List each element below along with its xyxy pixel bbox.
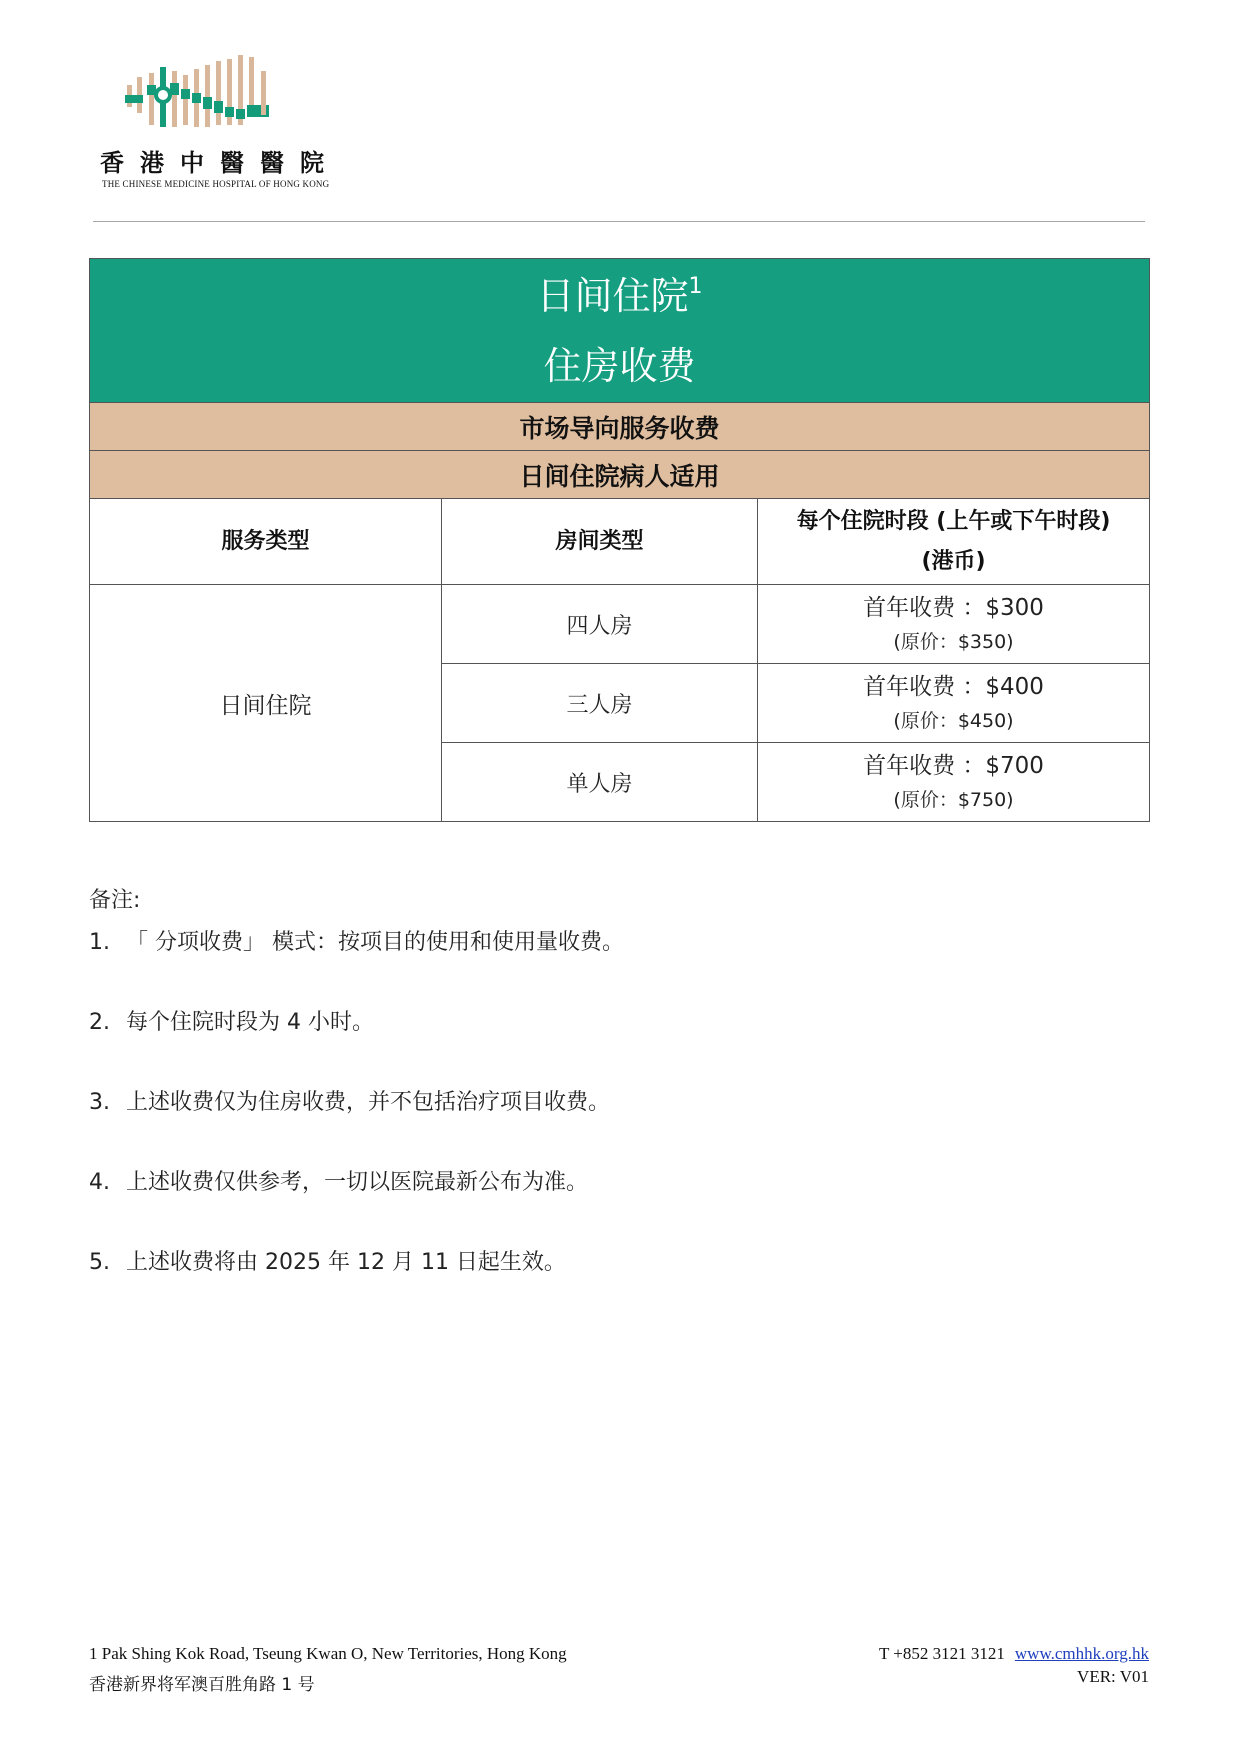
version-label: VER: V01 xyxy=(1077,1667,1149,1686)
note-number: 2. xyxy=(89,1010,110,1035)
first-year-fee: 首年收费 ：$700 xyxy=(863,753,1044,779)
contact-info xyxy=(879,1644,1149,1664)
header-room-type: 房间类型 xyxy=(442,499,758,585)
note-text: 上述收费仅为住房收费，并不包括治疗项目收费。 xyxy=(126,1090,611,1115)
room-type-cell: 三人房 xyxy=(442,664,758,743)
fee-cell xyxy=(758,743,1150,822)
original-price: (原价：$750) xyxy=(893,789,1014,811)
note-text: 上述收费仅供参考，一切以医院最新公布为准。 xyxy=(126,1170,589,1195)
header-divider xyxy=(93,221,1145,222)
phone-number: T +852 3121 3121 xyxy=(878,1644,1005,1663)
room-type-cell: 单人房 xyxy=(442,743,758,822)
note-text: 「 分项收费」 模式：按项目的使用和使用量收费。 xyxy=(126,930,624,955)
list-item xyxy=(89,1163,1149,1243)
title-line1: 日间住院 xyxy=(536,273,689,318)
first-year-fee: 首年收费 ：$400 xyxy=(863,674,1044,700)
notes-section xyxy=(89,883,1149,1323)
header-fee-line2: (港币) xyxy=(921,548,986,574)
logo-name-zh: 香港中醫醫院 xyxy=(100,148,340,177)
room-type-cell: 四人房 xyxy=(442,585,758,664)
title-footnote-mark: 1 xyxy=(688,273,703,299)
list-item xyxy=(89,1083,1149,1163)
service-type-cell: 日间住院 xyxy=(90,585,442,822)
first-year-fee: 首年收费 ：$300 xyxy=(863,595,1044,621)
fee-cell xyxy=(758,664,1150,743)
table-row xyxy=(90,585,1150,664)
page-footer xyxy=(89,1644,1149,1704)
logo-bars-graphic xyxy=(125,55,325,135)
list-item xyxy=(89,923,1149,1003)
note-number: 3. xyxy=(89,1090,110,1115)
note-number: 1. xyxy=(89,930,110,955)
fee-cell xyxy=(758,585,1150,664)
subheader-day-patient: 日间住院病人适用 xyxy=(90,451,1150,499)
fee-table xyxy=(89,258,1150,822)
subheader-market-fee: 市场导向服务收费 xyxy=(90,403,1150,451)
logo-name-en: THE CHINESE MEDICINE HOSPITAL OF HONG KONG xyxy=(102,179,330,189)
note-number: 5. xyxy=(89,1250,110,1275)
note-text: 上述收费将由 2025 年 12 月 11 日起生效。 xyxy=(126,1250,566,1275)
address-english: 1 Pak Shing Kok Road, Tseung Kwan O, New Territories, Hong Kong xyxy=(89,1644,567,1663)
list-item xyxy=(89,1243,1149,1323)
table-title xyxy=(90,259,1150,403)
hospital-logo xyxy=(100,55,350,195)
address-chinese: 香港新界将军澳百胜角路 1 号 xyxy=(89,1675,315,1695)
note-number: 4. xyxy=(89,1170,110,1195)
original-price: (原价：$350) xyxy=(893,631,1014,653)
notes-title: 备注: xyxy=(89,888,141,913)
note-text: 每个住院时段为 4 小时。 xyxy=(126,1010,374,1035)
header-service-type: 服务类型 xyxy=(90,499,442,585)
header-fee xyxy=(758,499,1150,585)
title-line2: 住房收费 xyxy=(543,343,696,388)
original-price: (原价：$450) xyxy=(893,710,1014,732)
list-item xyxy=(89,1003,1149,1083)
header-fee-line1: 每个住院时段 (上午或下午时段) xyxy=(796,508,1111,534)
website-link[interactable]: www.cmhhk.org.hk xyxy=(1014,1644,1149,1663)
